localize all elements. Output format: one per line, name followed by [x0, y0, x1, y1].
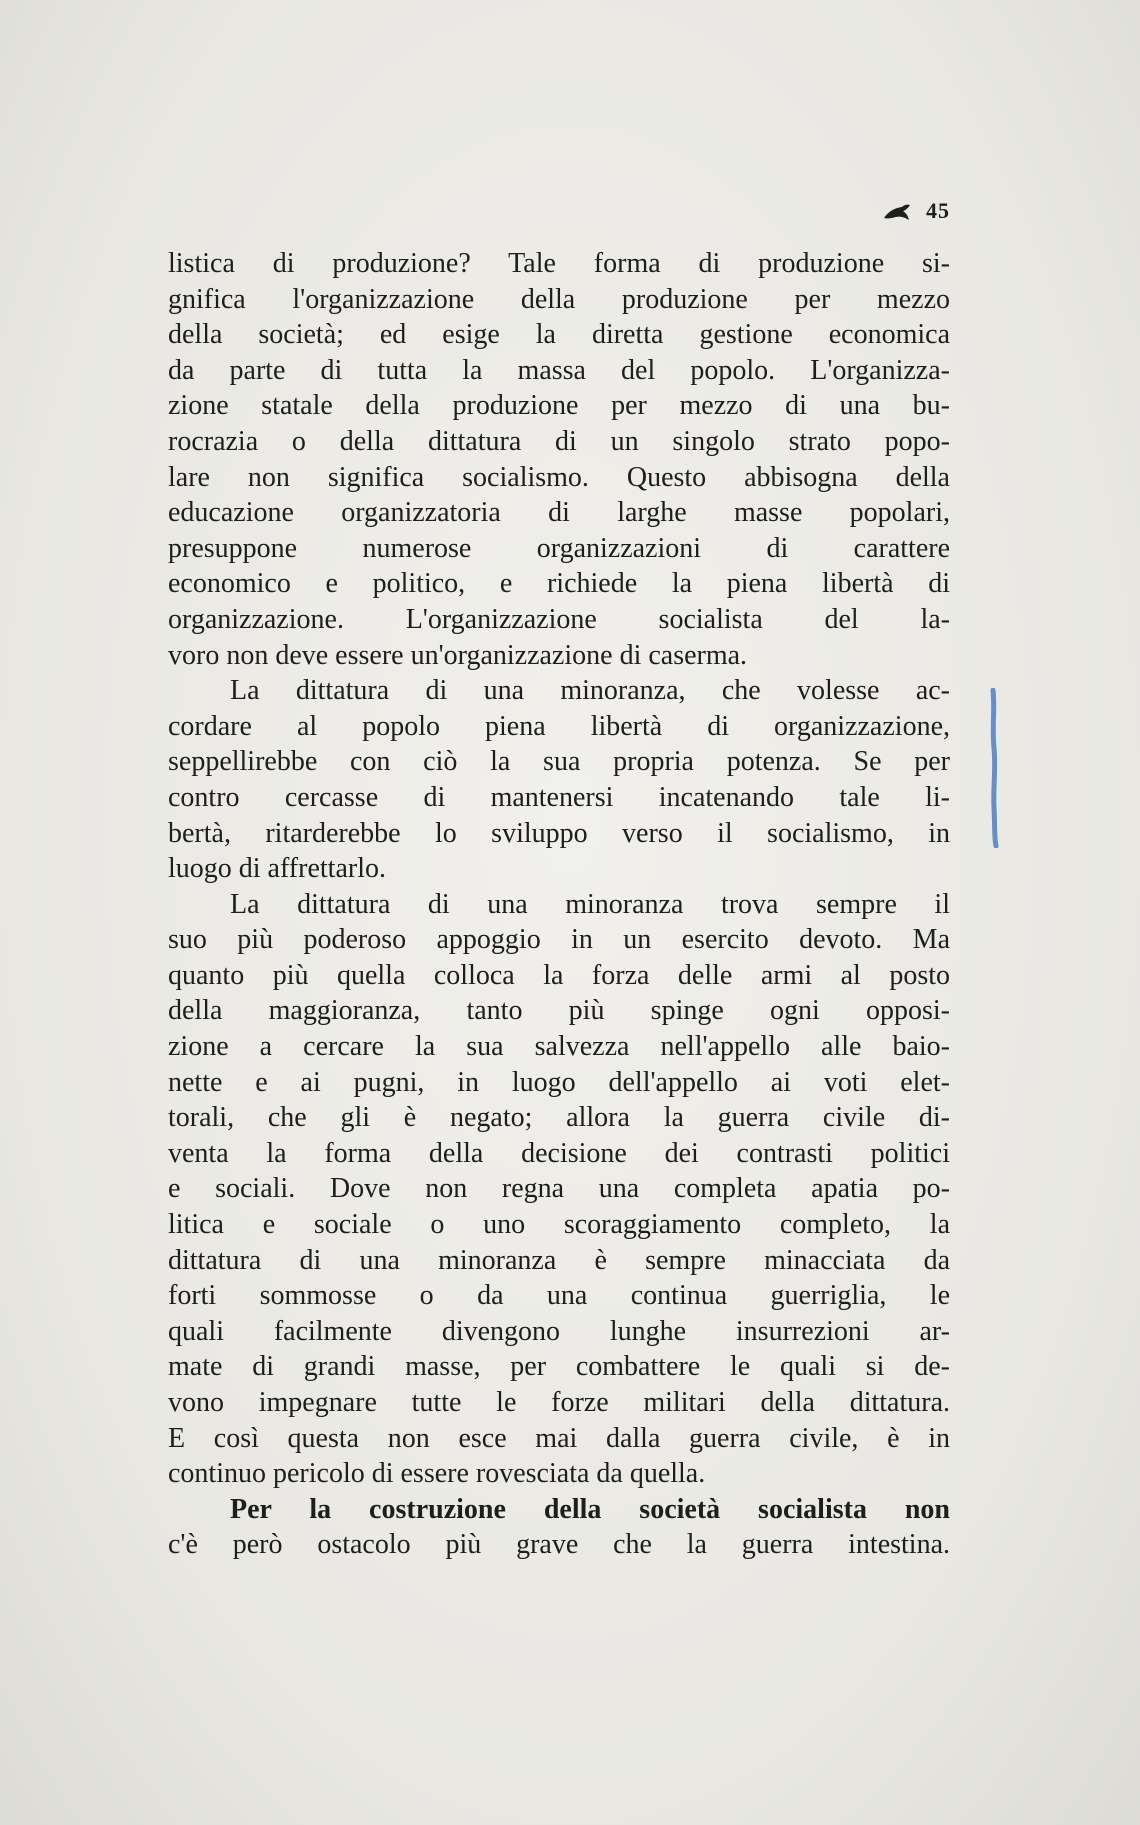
text-line: Per la costruzione della società socialista non — [230, 1493, 950, 1525]
text-line: mate di grandi masse, per combattere le quali si de- — [168, 1351, 950, 1383]
text-line: suo più poderoso appoggio in un esercito devoto. Ma — [168, 924, 950, 956]
text-line: luogo di affrettarlo. — [168, 853, 386, 885]
text-line: La dittatura di una minoranza, che volesse ac- — [230, 675, 950, 707]
text-line: voro non deve essere un'organizzazione di caserma. — [168, 639, 748, 671]
text-line: gnifica l'organizzazione della produzione per mezzo — [168, 283, 950, 315]
text-line: zione statale della produzione per mezzo di una bu- — [168, 390, 950, 422]
text-line: litica e sociale o uno scoraggiamento completo, la — [168, 1209, 950, 1241]
text-line: E così questa non esce mai dalla guerra civile, è in — [168, 1422, 950, 1454]
text-line: quanto più quella colloca la forza delle armi al posto — [168, 959, 950, 991]
text-line: cordare al popolo piena libertà di organizzazione, — [168, 710, 950, 742]
text-line: bertà, ritarderebbe lo sviluppo verso il socialismo, in — [168, 817, 950, 849]
text-line: continuo pericolo di essere rovesciata da quella. — [168, 1458, 706, 1490]
text-line: della società; ed esige la diretta gestione economica — [168, 319, 950, 351]
text-line: forti sommosse o da una continua guerriglia, le — [168, 1280, 950, 1312]
pencil-mark — [987, 688, 1001, 848]
text-line: lare non significa socialismo. Questo abbisogna della — [168, 461, 950, 493]
page-number: 45 — [926, 198, 950, 223]
text-line: listica di produzione? Tale forma di produzione si- — [168, 248, 950, 279]
text-line: venta la forma della decisione dei contrasti politici — [168, 1137, 950, 1169]
page-header — [168, 198, 950, 228]
text-line: presuppone numerose organizzazioni di carattere — [168, 532, 950, 564]
text-line: nette e ai pugni, in luogo dell'appello ai voti elet- — [168, 1066, 950, 1098]
text-line: rocrazia o della dittatura di un singolo strato popo- — [168, 425, 950, 457]
text-line: e sociali. Dove non regna una completa apatia po- — [168, 1173, 950, 1205]
text-line: contro cercasse di mantenersi incatenando tale li- — [168, 781, 950, 813]
text-line: dittatura di una minoranza è sempre minacciata da — [168, 1244, 950, 1276]
text-line: quali facilmente divengono lunghe insurrezioni ar- — [168, 1315, 950, 1347]
text-line: della maggioranza, tanto più spinge ogni opposi- — [168, 995, 950, 1027]
text-line: vono impegnare tutte le forze militari della dittatura. — [168, 1387, 950, 1418]
text-line: educazione organizzatoria di larghe masse popolari, — [168, 497, 950, 529]
text-line: zione a cercare la sua salvezza nell'appello alle baio- — [168, 1031, 950, 1063]
text-line: torali, che gli è negato; allora la guerra civile di- — [168, 1102, 950, 1134]
text-line: La dittatura di una minoranza trova sempre il — [230, 888, 950, 920]
text-line: da parte di tutta la massa del popolo. L'organizza- — [168, 354, 950, 386]
body-text — [168, 246, 950, 1563]
text-line: organizzazione. L'organizzazione socialista del la- — [168, 603, 950, 635]
fleuron-icon — [882, 202, 912, 222]
text-line: c'è però ostacolo più grave che la guerra intestina. — [168, 1529, 950, 1561]
text-line: seppellirebbe con ciò la sua propria potenza. Se per — [168, 746, 950, 778]
text-line: economico e politico, e richiede la piena libertà di — [168, 568, 950, 600]
